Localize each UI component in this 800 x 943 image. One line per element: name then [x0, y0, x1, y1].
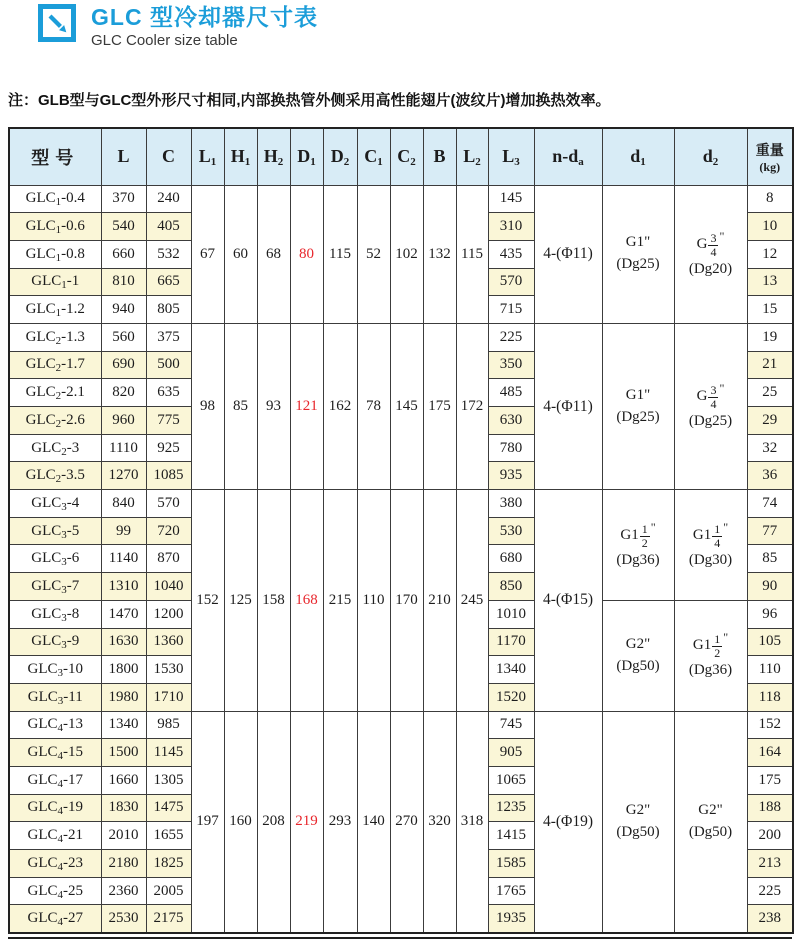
col-header-L3: $L_3$ [488, 128, 534, 185]
cell-dim-L1: 152 [191, 490, 224, 712]
cell-L3: 1340 [488, 656, 534, 684]
table-row [9, 323, 793, 351]
cell-C: 665 [146, 268, 191, 296]
cell-L3: 1170 [488, 628, 534, 656]
cell-model: $GLC_3-11$ [9, 683, 101, 711]
col-header-L1: $L_1$ [191, 128, 224, 185]
cell-L: 690 [101, 351, 146, 379]
cell-model: $GLC_3-8$ [9, 600, 101, 628]
cell-kg: 29 [747, 407, 793, 435]
page-subtitle: GLC Cooler size table [91, 32, 238, 50]
cell-L3: 1235 [488, 794, 534, 822]
cell-C: 720 [146, 517, 191, 545]
cell-L3: 1935 [488, 905, 534, 933]
cell-L: 1800 [101, 656, 146, 684]
note-text: 注：GLB型与GLC型外形尺寸相同,内部换热管外侧采用高性能翅片(波纹片)增加换热效率。 [8, 92, 611, 109]
size-table [8, 127, 794, 934]
cell-C: 1200 [146, 600, 191, 628]
col-header-model: 型号 [9, 128, 101, 185]
cell-dim-C2: 102 [390, 185, 423, 323]
cell-L3: 905 [488, 739, 534, 767]
cell-L3: 570 [488, 268, 534, 296]
cell-d1: G1 $\frac{1}{2}$ " (Dg36) [602, 490, 674, 601]
cell-L3: 310 [488, 213, 534, 241]
col-header-nda: $n-d_a$ [534, 128, 602, 185]
cell-dim-D2: 115 [323, 185, 357, 323]
cell-d2: G1 $\frac{1}{2}$ " (Dg36) [674, 600, 747, 711]
cell-kg: 25 [747, 379, 793, 407]
header-row [9, 128, 793, 185]
cell-L: 820 [101, 379, 146, 407]
size-table-head [9, 128, 793, 185]
cell-C: 405 [146, 213, 191, 241]
cell-C: 1710 [146, 683, 191, 711]
cell-kg: 21 [747, 351, 793, 379]
cell-kg: 74 [747, 490, 793, 518]
cell-kg: 118 [747, 683, 793, 711]
cell-dim-B: 175 [423, 323, 456, 489]
cell-C: 240 [146, 185, 191, 213]
cell-C: 1655 [146, 822, 191, 850]
cell-kg: 10 [747, 213, 793, 241]
cell-n-da: 4-(Φ11) [534, 323, 602, 489]
cell-dim-H1: 85 [224, 323, 257, 489]
cell-dim-H2: 68 [257, 185, 290, 323]
cell-L3: 630 [488, 407, 534, 435]
cell-model: $GLC_1-0.4$ [9, 185, 101, 213]
cell-L3: 435 [488, 240, 534, 268]
col-header-L2: $L_2$ [456, 128, 488, 185]
cell-C: 1825 [146, 850, 191, 878]
cell-dim-C2: 145 [390, 323, 423, 489]
cell-model: $GLC_1-0.6$ [9, 213, 101, 241]
cell-L3: 680 [488, 545, 534, 573]
cell-dim-C1: 110 [357, 490, 390, 712]
cell-dim-B: 320 [423, 711, 456, 933]
cell-C: 1475 [146, 794, 191, 822]
cell-C: 375 [146, 323, 191, 351]
cell-L3: 715 [488, 296, 534, 324]
cell-C: 985 [146, 711, 191, 739]
cell-model: $GLC_4-15$ [9, 739, 101, 767]
col-header-H1: $H_1$ [224, 128, 257, 185]
cell-L: 99 [101, 517, 146, 545]
cell-d2: G2" (Dg50) [674, 711, 747, 933]
cell-L: 1340 [101, 711, 146, 739]
resize-arrow-icon [38, 4, 76, 42]
cell-model: $GLC_2-1.3$ [9, 323, 101, 351]
cell-dim-D1: 80 [290, 185, 323, 323]
cell-L: 2010 [101, 822, 146, 850]
cell-d1: G2" (Dg50) [602, 711, 674, 933]
cell-model: $GLC_1-1.2$ [9, 296, 101, 324]
cell-d1: G2" (Dg50) [602, 600, 674, 711]
cell-dim-L2: 115 [456, 185, 488, 323]
cell-L3: 380 [488, 490, 534, 518]
cell-model: $GLC_2-2.1$ [9, 379, 101, 407]
cell-L3: 350 [488, 351, 534, 379]
col-header-C: C [146, 128, 191, 185]
cell-model: $GLC_4-25$ [9, 877, 101, 905]
cell-model: $GLC_3-4$ [9, 490, 101, 518]
cell-L: 370 [101, 185, 146, 213]
cell-d2: G $\frac{3}{4}$ " (Dg20) [674, 185, 747, 323]
cell-dim-L2: 245 [456, 490, 488, 712]
cell-C: 500 [146, 351, 191, 379]
cell-L: 2180 [101, 850, 146, 878]
cell-model: $GLC_2-3.5$ [9, 462, 101, 490]
cell-kg: 200 [747, 822, 793, 850]
cell-model: $GLC_1-1$ [9, 268, 101, 296]
cell-kg: 19 [747, 323, 793, 351]
cell-C: 1360 [146, 628, 191, 656]
cell-d1: G1" (Dg25) [602, 185, 674, 323]
cell-model: $GLC_4-23$ [9, 850, 101, 878]
cell-L3: 1585 [488, 850, 534, 878]
cell-L: 1310 [101, 573, 146, 601]
cell-kg: 110 [747, 656, 793, 684]
cell-L3: 530 [488, 517, 534, 545]
cell-dim-L2: 172 [456, 323, 488, 489]
cell-C: 925 [146, 434, 191, 462]
cell-kg: 175 [747, 766, 793, 794]
col-header-D1: $D_1$ [290, 128, 323, 185]
cell-model: $GLC_4-27$ [9, 905, 101, 933]
cell-kg: 13 [747, 268, 793, 296]
cell-L3: 780 [488, 434, 534, 462]
cell-dim-C2: 270 [390, 711, 423, 933]
cell-C: 1040 [146, 573, 191, 601]
cell-dim-L1: 67 [191, 185, 224, 323]
cell-dim-C1: 52 [357, 185, 390, 323]
cell-dim-H2: 208 [257, 711, 290, 933]
cell-L3: 935 [488, 462, 534, 490]
col-header-L: L [101, 128, 146, 185]
cell-model: $GLC_2-1.7$ [9, 351, 101, 379]
cell-dim-D1: 168 [290, 490, 323, 712]
cell-L: 940 [101, 296, 146, 324]
cell-model: $GLC_4-21$ [9, 822, 101, 850]
cell-L: 1980 [101, 683, 146, 711]
cell-kg: 152 [747, 711, 793, 739]
cell-model: $GLC_2-3$ [9, 434, 101, 462]
cell-model: $GLC_1-0.8$ [9, 240, 101, 268]
cell-dim-H2: 93 [257, 323, 290, 489]
cell-L: 1500 [101, 739, 146, 767]
cell-L3: 745 [488, 711, 534, 739]
cell-model: $GLC_2-2.6$ [9, 407, 101, 435]
cell-L: 660 [101, 240, 146, 268]
cell-dim-H1: 60 [224, 185, 257, 323]
cell-kg: 105 [747, 628, 793, 656]
cell-L3: 850 [488, 573, 534, 601]
cell-dim-D2: 215 [323, 490, 357, 712]
cell-L3: 1010 [488, 600, 534, 628]
cell-L: 1830 [101, 794, 146, 822]
cell-C: 775 [146, 407, 191, 435]
cell-L: 2360 [101, 877, 146, 905]
cell-model: $GLC_3-7$ [9, 573, 101, 601]
cell-C: 532 [146, 240, 191, 268]
cell-L3: 225 [488, 323, 534, 351]
cell-kg: 15 [747, 296, 793, 324]
cell-L3: 1415 [488, 822, 534, 850]
cell-dim-L2: 318 [456, 711, 488, 933]
cell-dim-H2: 158 [257, 490, 290, 712]
bottom-rule [8, 937, 792, 939]
cell-L: 1270 [101, 462, 146, 490]
cell-dim-D2: 293 [323, 711, 357, 933]
cell-C: 1085 [146, 462, 191, 490]
cell-dim-H1: 125 [224, 490, 257, 712]
cell-model: $GLC_4-17$ [9, 766, 101, 794]
cell-L3: 1065 [488, 766, 534, 794]
cell-kg: 8 [747, 185, 793, 213]
col-header-d2: $d_2$ [674, 128, 747, 185]
table-row [9, 711, 793, 739]
cell-model: $GLC_4-19$ [9, 794, 101, 822]
cell-kg: 96 [747, 600, 793, 628]
cell-L: 840 [101, 490, 146, 518]
cell-C: 2005 [146, 877, 191, 905]
cell-C: 2175 [146, 905, 191, 933]
title-block [91, 4, 318, 49]
cell-kg: 225 [747, 877, 793, 905]
cell-kg: 90 [747, 573, 793, 601]
table-row [9, 490, 793, 518]
cell-dim-B: 210 [423, 490, 456, 712]
cell-dim-L1: 197 [191, 711, 224, 933]
cell-n-da: 4-(Φ15) [534, 490, 602, 712]
cell-n-da: 4-(Φ11) [534, 185, 602, 323]
cell-L: 1110 [101, 434, 146, 462]
col-header-d1: $d_1$ [602, 128, 674, 185]
cell-L: 560 [101, 323, 146, 351]
cell-kg: 12 [747, 240, 793, 268]
cell-dim-D2: 162 [323, 323, 357, 489]
cell-d2: G1 $\frac{1}{4}$ " (Dg30) [674, 490, 747, 601]
cell-model: $GLC_3-5$ [9, 517, 101, 545]
cell-model: $GLC_3-10$ [9, 656, 101, 684]
cell-kg: 32 [747, 434, 793, 462]
cell-L3: 1520 [488, 683, 534, 711]
cell-C: 570 [146, 490, 191, 518]
cell-n-da: 4-(Φ19) [534, 711, 602, 933]
cell-L: 1660 [101, 766, 146, 794]
cell-kg: 36 [747, 462, 793, 490]
cell-dim-D1: 121 [290, 323, 323, 489]
cell-C: 1530 [146, 656, 191, 684]
cell-L: 540 [101, 213, 146, 241]
cell-L3: 485 [488, 379, 534, 407]
cell-kg: 85 [747, 545, 793, 573]
cell-L: 1470 [101, 600, 146, 628]
cell-C: 870 [146, 545, 191, 573]
size-table-body [9, 185, 793, 933]
col-header-B: B [423, 128, 456, 185]
col-header-kg: 重量 (kg) [747, 128, 793, 185]
col-header-C1: $C_1$ [357, 128, 390, 185]
cell-model: $GLC_3-9$ [9, 628, 101, 656]
cell-dim-B: 132 [423, 185, 456, 323]
col-header-H2: $H_2$ [257, 128, 290, 185]
cell-L: 1140 [101, 545, 146, 573]
cell-kg: 238 [747, 905, 793, 933]
table-row [9, 185, 793, 213]
cell-dim-H1: 160 [224, 711, 257, 933]
cell-d1: G1" (Dg25) [602, 323, 674, 489]
page-title: GLC 型冷却器尺寸表 [91, 4, 318, 30]
cell-kg: 164 [747, 739, 793, 767]
cell-d2: G $\frac{3}{4}$ " (Dg25) [674, 323, 747, 489]
cell-model: $GLC_3-6$ [9, 545, 101, 573]
cell-dim-D1: 219 [290, 711, 323, 933]
cell-L: 2530 [101, 905, 146, 933]
cell-C: 1305 [146, 766, 191, 794]
cell-L3: 1765 [488, 877, 534, 905]
cell-L: 1630 [101, 628, 146, 656]
cell-L: 960 [101, 407, 146, 435]
cell-dim-C1: 140 [357, 711, 390, 933]
cell-kg: 213 [747, 850, 793, 878]
cell-L3: 145 [488, 185, 534, 213]
cell-dim-L1: 98 [191, 323, 224, 489]
cell-dim-C2: 170 [390, 490, 423, 712]
cell-C: 635 [146, 379, 191, 407]
cell-dim-C1: 78 [357, 323, 390, 489]
col-header-D2: $D_2$ [323, 128, 357, 185]
col-header-C2: $C_2$ [390, 128, 423, 185]
cell-kg: 77 [747, 517, 793, 545]
cell-C: 1145 [146, 739, 191, 767]
cell-L: 810 [101, 268, 146, 296]
page-header [38, 4, 318, 49]
cell-model: $GLC_4-13$ [9, 711, 101, 739]
cell-C: 805 [146, 296, 191, 324]
cell-kg: 188 [747, 794, 793, 822]
